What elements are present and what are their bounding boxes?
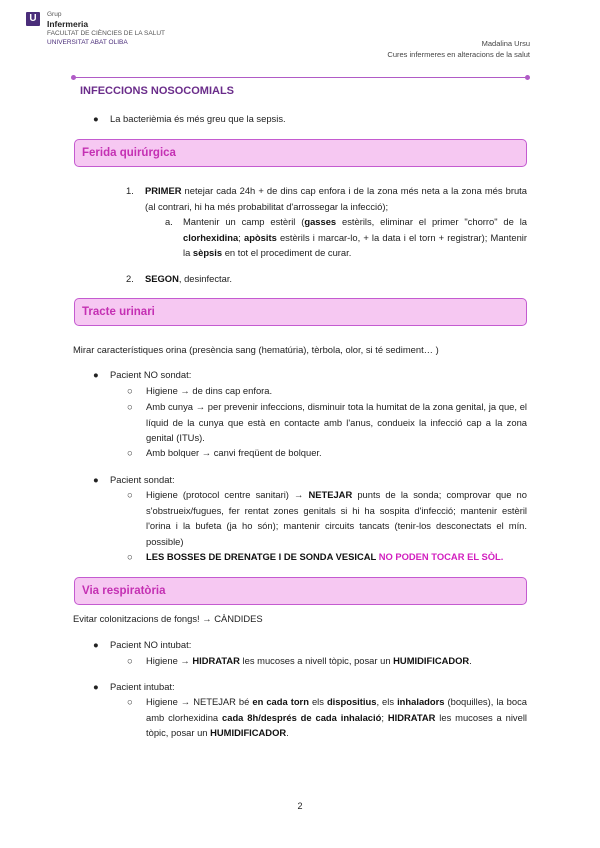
list-item-ns-1: ○ Higiene → de dins cap enfora. <box>127 385 273 396</box>
brand-block <box>47 10 165 47</box>
list-item-no-intubat: ● Pacient NO intubat: <box>93 639 192 650</box>
ferida-step-1: 1. PRIMER netejar cada 24h + de dins cap enfora i de la zona més neta a la zona més bruta (al contrari, hi ha més probabilitat d'arrossegar la infecció); <box>126 185 527 212</box>
list-item-sondat: ● Pacient sondat: <box>93 474 175 485</box>
list-item-ns-2: ○ Amb cunya → per prevenir infeccions, disminuir tota la humitat de la zona genital, ja que, el líquid de la cunya que està en contacte amb l'anus, condueix la infecció cap a la zona genital (ITUs). <box>127 401 527 443</box>
list-item-s-1: ○ Higiene (protocol centre sanitari) → NETEJAR punts de la sonda; comprovar que no s'obstrueix/fugues, fer rentat zones genitals si hi ha sospita d'infecció; mantenir estèril l'orina i la bufeta (ja ho són); mantenir circuits tancats (tenir-los desconectats el mín. possible) <box>127 489 527 547</box>
course-name: Cures infermeres en alteracions de la salut <box>387 50 530 59</box>
brand-grup: Grup <box>47 11 62 18</box>
header-divider <box>73 77 528 78</box>
list-item-i-1: ○ Higiene → NETEJAR bé en cada torn els dispositius, els inhaladors (boquilles), la boca amb clorhexidina cada 8h/després de cada inhalació; HIDRATAR les mucoses a nivell tòpic, posar un HUMIDIFICADOR. <box>127 696 527 738</box>
university-name: UNIVERSITAT ABAT OLIBA <box>47 39 128 46</box>
ferida-step-2: 2. SEGON, desinfectar. <box>126 273 233 284</box>
intro-bullet: ● La bacterièmia és més greu que la sepsis. <box>93 111 523 127</box>
university-logo: U <box>26 12 40 26</box>
author-name: Madalina Ursu <box>481 39 530 48</box>
page-number: 2 <box>297 801 303 811</box>
section-header-ferida: Ferida quirúrgica <box>74 139 527 167</box>
brand-name: Infermeria <box>47 19 89 29</box>
faculty-name: FACULTAT DE CIÈNCIES DE LA SALUT <box>47 30 165 37</box>
section-header-via: Via respiratòria <box>74 577 527 605</box>
via-intro: Evitar colonitzacions de fongs! → CÀNDIDES <box>73 613 263 624</box>
list-item-intubat: ● Pacient intubat: <box>93 681 175 692</box>
page-title: INFECCIONS NOSOCOMIALS <box>80 85 235 97</box>
section-header-tracte: Tracte urinari <box>74 298 527 326</box>
list-item-s-2: ○ LES BOSSES DE DRENATGE I DE SONDA VESICAL NO PODEN TOCAR EL SÒL. <box>127 551 504 562</box>
list-item-no-sondat: ● Pacient NO sondat: <box>93 369 192 380</box>
list-item-ni-1: ○ Higiene → HIDRATAR les mucoses a nivell tòpic, posar un HUMIDIFICADOR. <box>127 655 472 666</box>
ferida-step-1a: a. Mantenir un camp estèril (gasses estèrils, eliminar el primer "chorro" de la clorhexidina; apòsits estèrils i marcar-lo, + la data i el torn + registrar); Mantenir la sèpsis en tot el procediment de curar. <box>165 216 527 258</box>
tracte-intro: Mirar característiques orina (presència sang (hematúria), tèrbola, olor, si té sediment… ) <box>73 344 439 355</box>
bullet-dot: ● <box>93 113 99 124</box>
list-item-ns-3: ○ Amb bolquer → canvi freqüent de bolquer. <box>127 447 322 458</box>
